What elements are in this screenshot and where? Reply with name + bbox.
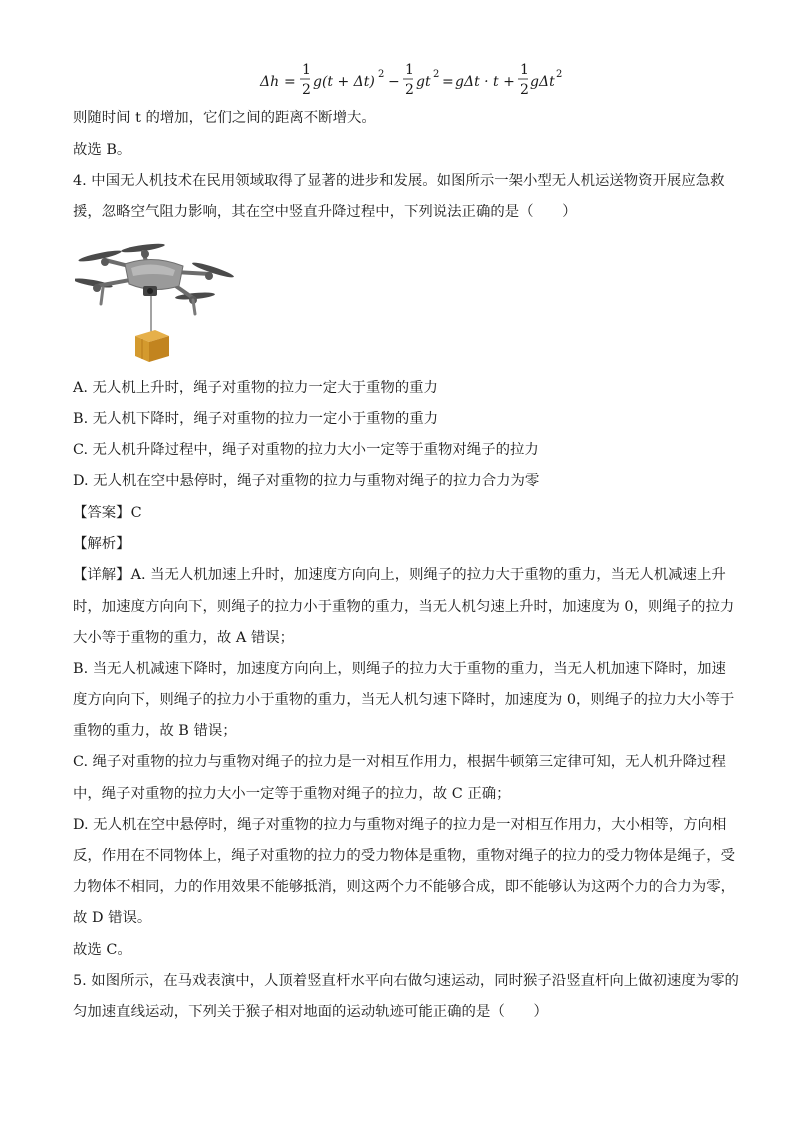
formula-minus: − bbox=[388, 74, 400, 90]
question-4-line-2: 援，忽略空气阻力影响，其在空中竖直升降过程中，下列说法正确的是（ ） bbox=[73, 204, 577, 220]
formula-lhs: Δh bbox=[260, 74, 280, 90]
formula-term4: gΔt bbox=[530, 74, 555, 90]
formula-sq2: 2 bbox=[433, 69, 440, 80]
formula-frac1-den: 2 bbox=[302, 82, 311, 98]
option-d: D. 无人机在空中悬停时，绳子对重物的拉力与重物对绳子的拉力合力为零 bbox=[73, 473, 540, 489]
text-line: 则随时间 t 的增加，它们之间的距离不断增大。 bbox=[73, 110, 376, 126]
formula-frac1-num: 1 bbox=[302, 62, 311, 78]
text-line: 故选 B。 bbox=[73, 142, 132, 158]
formula-frac3-num: 1 bbox=[520, 62, 529, 78]
formula-frac2-num: 1 bbox=[405, 62, 414, 78]
drone-image bbox=[75, 238, 235, 363]
formula-sq1: 2 bbox=[378, 69, 385, 80]
text-line: 故选 C。 bbox=[73, 942, 132, 958]
option-b: B. 无人机下降时，绳子对重物的拉力一定小于重物的重力 bbox=[73, 411, 439, 427]
explanation-line: B. 当无人机减速下降时，加速度方向向上，则绳子的拉力大于重物的重力，当无人机加速下降时，加速 bbox=[73, 661, 726, 677]
formula-eq-1: = bbox=[284, 74, 296, 90]
formula-term1: g(t + Δt) bbox=[313, 74, 375, 90]
explanation-line: 中，绳子对重物的拉力大小一定等于重物对绳子的拉力，故 C 正确； bbox=[73, 786, 511, 802]
explanation-line: 时，加速度方向向下，则绳子的拉力小于重物的重力，当无人机匀速上升时，加速度为 0，则绳子的拉力 bbox=[73, 599, 735, 615]
question-5-line-1: 5. 如图所示，在马戏表演中，人顶着竖直杆水平向右做匀速运动，同时猴子沿竖直杆向上做初速度为零的 bbox=[73, 973, 739, 989]
formula-term2: gt bbox=[416, 74, 431, 90]
option-c: C. 无人机升降过程中，绳子对重物的拉力大小一定等于重物对绳子的拉力 bbox=[73, 442, 539, 458]
option-a: A. 无人机上升时，绳子对重物的拉力一定大于重物的重力 bbox=[73, 380, 438, 396]
explanation-line: 度方向向下，则绳子的拉力小于重物的重力，当无人机匀速下降时，加速度为 0，则绳子的拉力大小等于 bbox=[73, 692, 735, 708]
formula-frac2-den: 2 bbox=[405, 82, 414, 98]
explanation-line: 【详解】A. 当无人机加速上升时，加速度方向向上，则绳子的拉力大于重物的重力，当无人机减速上升 bbox=[73, 567, 726, 583]
explanation-line: C. 绳子对重物的拉力与重物对绳子的拉力是一对相互作用力，根据牛顿第三定律可知，无人机升降过程 bbox=[73, 754, 726, 770]
explanation-line: 故 D 错误。 bbox=[73, 910, 152, 926]
question-5-line-2: 匀加速直线运动，下列关于猴子相对地面的运动轨迹可能正确的是（ ） bbox=[73, 1004, 548, 1020]
explanation-line: 反，作用在不同物体上，绳子对重物的拉力的受力物体是重物，重物对绳子的拉力的受力物体是绳子，受 bbox=[73, 848, 735, 864]
answer-label: 【答案】C bbox=[73, 505, 142, 521]
formula bbox=[250, 60, 563, 104]
formula-eq-2: = bbox=[442, 74, 454, 90]
explanation-line: 重物的重力，故 B 错误； bbox=[73, 723, 237, 739]
question-4-line-1: 4. 中国无人机技术在民用领域取得了显著的进步和发展。如图所示一架小型无人机运送物资开展应急救 bbox=[73, 173, 725, 189]
formula-sq3: 2 bbox=[556, 69, 563, 80]
explanation-line: D. 无人机在空中悬停时，绳子对重物的拉力与重物对绳子的拉力是一对相互作用力，大小相等，方向相 bbox=[73, 817, 727, 833]
explanation-line: 大小等于重物的重力，故 A 错误； bbox=[73, 630, 295, 646]
analysis-label: 【解析】 bbox=[73, 536, 131, 552]
formula-term3: gΔt · t + bbox=[455, 74, 515, 90]
formula-frac3-den: 2 bbox=[520, 82, 529, 98]
formula-svg bbox=[250, 60, 563, 104]
explanation-line: 力物体不相同，力的作用效果不能够抵消，则这两个力不能够合成，即不能够认为这两个力的合力为零， bbox=[73, 879, 735, 895]
